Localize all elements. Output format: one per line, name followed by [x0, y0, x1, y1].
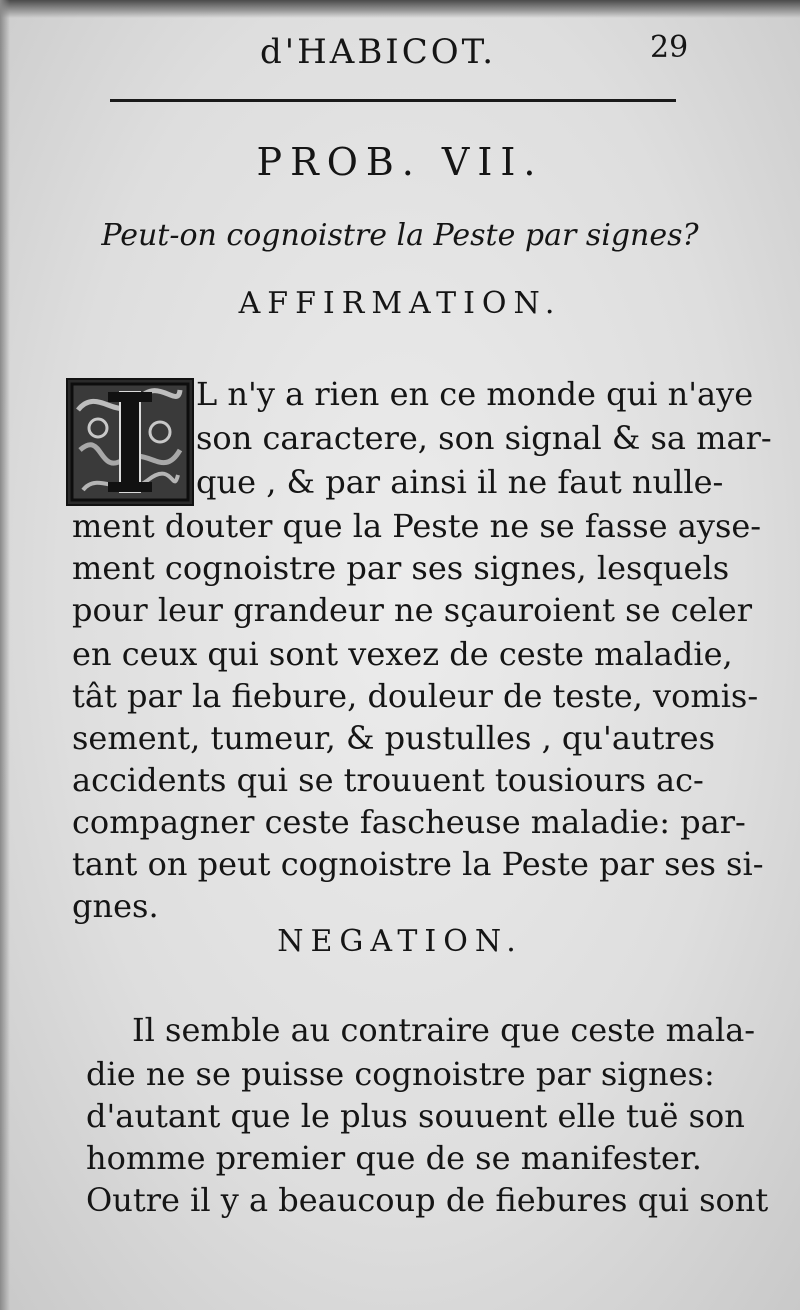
affirmation-line: en ceux qui sont vexez de ceste maladie, — [72, 635, 733, 673]
affirmation-line: pour leur grandeur ne sçauroient se celer — [72, 591, 753, 629]
affirmation-line: sement, tumeur, & pustulles , qu'autres — [72, 719, 716, 757]
page-number: 29 — [650, 30, 689, 65]
page-header — [110, 28, 689, 72]
problem-title: PROB. VII. — [256, 140, 544, 184]
affirmation-line: ment douter que la Peste ne se fasse ayse- — [72, 507, 762, 545]
page-left-edge — [0, 0, 10, 1310]
affirmation-line: tât par la fiebure, douleur de teste, vomis- — [72, 677, 759, 715]
negation-line: die ne se puisse cognoistre par signes: — [86, 1055, 715, 1093]
negation-heading: NEGATION. — [277, 924, 523, 959]
negation-line: homme premier que de se manifester. — [86, 1139, 702, 1177]
affirmation-line: tant on peut cognoistre la Peste par ses si- — [72, 845, 764, 883]
negation-line: Il semble au contraire que ceste mala- — [132, 1011, 756, 1049]
affirmation-line: compagner ceste fascheuse maladie: par- — [72, 803, 746, 841]
affirmation-line: ment cognoistre par ses signes, lesquels — [72, 549, 730, 587]
affirmation-line: L n'y a rien en ce monde qui n'aye — [196, 375, 754, 413]
negation-line: Outre il y a beaucoup de fiebures qui sont — [86, 1181, 769, 1219]
problem-question: Peut-on cognoistre la Peste par signes? — [101, 218, 699, 253]
affirmation-heading: AFFIRMATION. — [238, 286, 562, 321]
negation-line: d'autant que le plus souuent elle tuë son — [86, 1097, 745, 1135]
decorated-initial — [66, 378, 194, 506]
affirmation-line: accidents qui se trouuent tousiours ac- — [72, 761, 704, 799]
running-head: d'HABICOT. — [260, 32, 497, 72]
affirmation-line: son caractere, son signal & sa mar- — [196, 419, 772, 457]
header-rule — [110, 99, 676, 102]
ornament-image — [68, 380, 192, 504]
affirmation-line: que , & par ainsi il ne faut nulle- — [196, 463, 724, 501]
page-top-edge — [0, 0, 800, 18]
affirmation-line: gnes. — [72, 887, 159, 925]
